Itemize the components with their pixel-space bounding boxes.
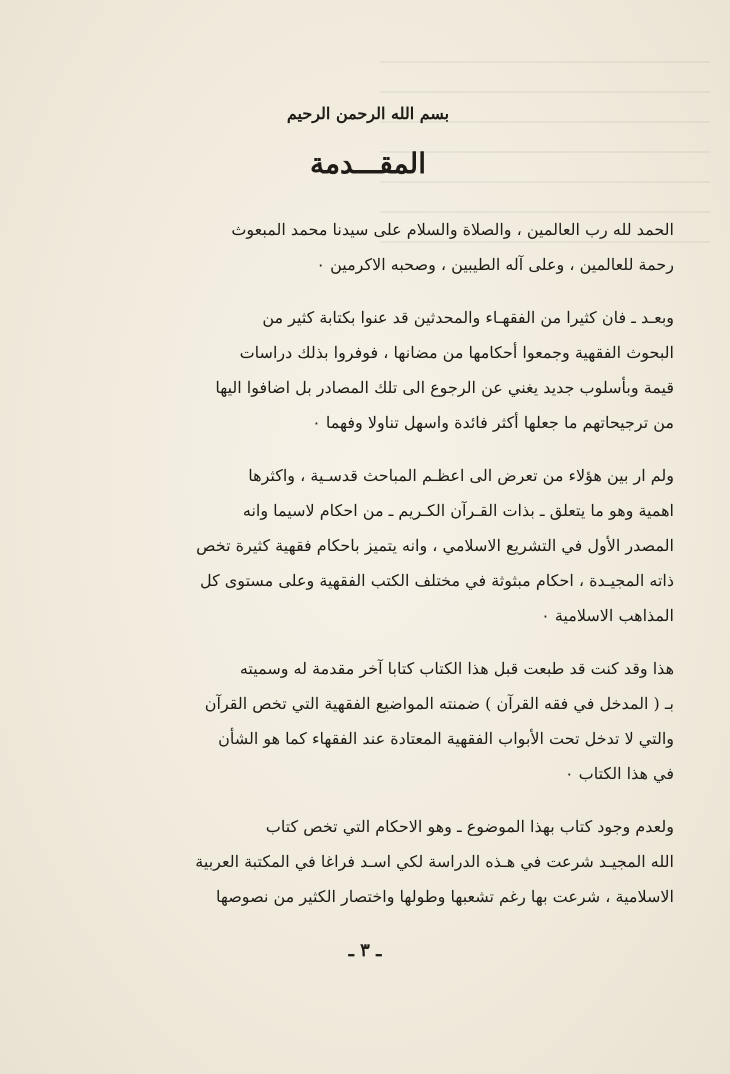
page-number: ـ ٣ ـ xyxy=(348,940,382,961)
paragraph-2 xyxy=(62,300,674,440)
paragraph-4 xyxy=(62,651,674,791)
text-line: من ترجيحاتهم ما جعلها أكثر فائدة واسهل تناولا وفهما ٠ xyxy=(312,413,674,432)
text-line: في هذا الكتاب ٠ xyxy=(564,764,674,783)
text-line: ولم ار بين هؤلاء من تعرض الى اعظـم المباحث قدسـية ، واكثرها xyxy=(248,466,674,485)
text-line: اهمية وهو ما يتعلق ـ بذات القـرآن الكـريم ـ من احكام لاسيما وانه xyxy=(242,501,674,520)
text-line: المصدر الأول في التشريع الاسلامي ، وانه يتميز باحكام فقهية كثيرة تخص xyxy=(196,536,674,555)
paragraph-5 xyxy=(62,809,674,914)
text-line: بـ ( المدخل في فقه القرآن ) ضمنته المواضيع الفقهية التي تخص القرآن xyxy=(204,694,674,713)
text-line: هذا وقد كنت قد طبعت قبل هذا الكتاب كتابا آخر مقدمة له وسميته xyxy=(239,659,674,678)
page-content xyxy=(62,96,674,932)
basmala-heading: بسم الله الرحمن الرحيم xyxy=(286,104,450,123)
text-line: والتي لا تدخل تحت الأبواب الفقهية المعتادة عند الفقهاء كما هو الشأن xyxy=(218,729,674,748)
text-line: ولعدم وجود كتاب بهذا الموضوع ـ وهو الاحكام التي تخص كتاب xyxy=(265,817,674,836)
paragraph-3 xyxy=(62,458,674,633)
text-line: الاسلامية ، شرعت بها رغم تشعبها وطولها واختصار الكثير من نصوصها xyxy=(215,887,674,906)
paragraph-1 xyxy=(62,212,674,282)
text-line: ذاته المجيـدة ، احكام مبثوثة في مختلف الكتب الفقهية وعلى مستوى كل xyxy=(199,571,674,590)
text-line: الحمد لله رب العالمين ، والصلاة والسلام على سيدنا محمد المبعوث xyxy=(231,220,674,239)
page-title: المقـــدمة xyxy=(310,147,426,180)
text-line: قيمة وبأسلوب جديد يغني عن الرجوع الى تلك المصادر بل اضافوا اليها xyxy=(215,378,674,397)
text-line: رحمة للعالمين ، وعلى آله الطيبين ، وصحبه الاكرمين ٠ xyxy=(316,255,674,274)
text-line: البحوث الفقهية وجمعوا أحكامها من مضانها ، فوفروا بذلك دراسات xyxy=(239,343,674,362)
text-line: المذاهب الاسلامية ٠ xyxy=(541,606,674,625)
text-line: الله المجيـد شرعت في هـذه الدراسة لكي اسـد فراغا في المكتبة العربية xyxy=(195,852,674,871)
text-line: وبعـد ـ فان كثيرا من الفقهـاء والمحدثين قد عنوا بكتابة كثير من xyxy=(262,308,674,327)
